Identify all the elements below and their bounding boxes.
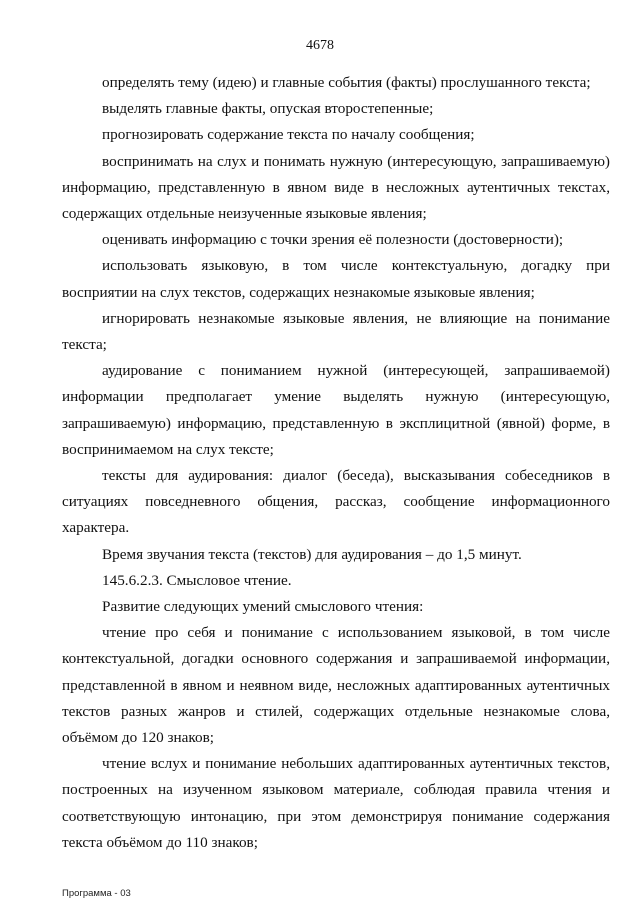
paragraph: выделять главные факты, опуская второстепенные;: [102, 100, 434, 118]
paragraph: определять тему (идею) и главные события (факты) прослушанного текста;: [102, 74, 591, 91]
paragraph: чтение вслух и понимание небольших адаптированных аутентичных текстов, построенных на изученном языковом материале, соблюдая правила чтения и соответствующую интонацию, при этом демонстрируя понимание содержания текста объёмом до 110 знаков;: [62, 755, 610, 851]
paragraph: Развитие следующих умений смыслового чтения:: [102, 598, 424, 616]
paragraph: аудирование с пониманием нужной (интересующей, запрашиваемой) информации предполагает умение выделять нужную (интересующую, запрашиваемую) информацию, представленную в эксплицитной (явной) форме, в воспринимаемом на слух тексте;: [62, 362, 610, 458]
paragraph: тексты для аудирования: диалог (беседа), высказывания собеседников в ситуациях повседневного общения, рассказ, сообщение информационного характера.: [62, 467, 610, 537]
body-text: [62, 70, 610, 856]
paragraph: Время звучания текста (текстов) для аудирования – до 1,5 минут.: [102, 545, 522, 563]
paragraph: оценивать информацию с точки зрения её полезности (достоверности);: [102, 231, 564, 249]
paragraph: воспринимать на слух и понимать нужную (интересующую, запрашиваемую) информацию, представленную в явном виде в несложных аутентичных текстах, содержащих отдельные неизученные языковые явления;: [62, 152, 610, 223]
paragraph: использовать языковую, в том числе контекстуальную, догадку при восприятии на слух текстов, содержащих незнакомые языковые явления;: [62, 257, 610, 301]
page-number: 4678: [306, 38, 334, 53]
paragraph: игнорировать незнакомые языковые явления, не влияющие на понимание текста;: [62, 309, 610, 354]
paragraph: прогнозировать содержание текста по началу сообщения;: [102, 126, 475, 144]
paragraph: чтение про себя и понимание с использованием языковой, в том числе контекстуальной, догадки основного содержания и запрашиваемой информации, представленной в явном и неявном виде, несложных адаптированных аутентичных текстов разных жанров и стилей, содержащих отдельные незнакомые слова, объёмом до 120 знаков;: [62, 624, 610, 747]
footer-label: Программа - 03: [62, 888, 131, 899]
section-heading: 145.6.2.3. Смысловое чтение.: [102, 571, 292, 589]
